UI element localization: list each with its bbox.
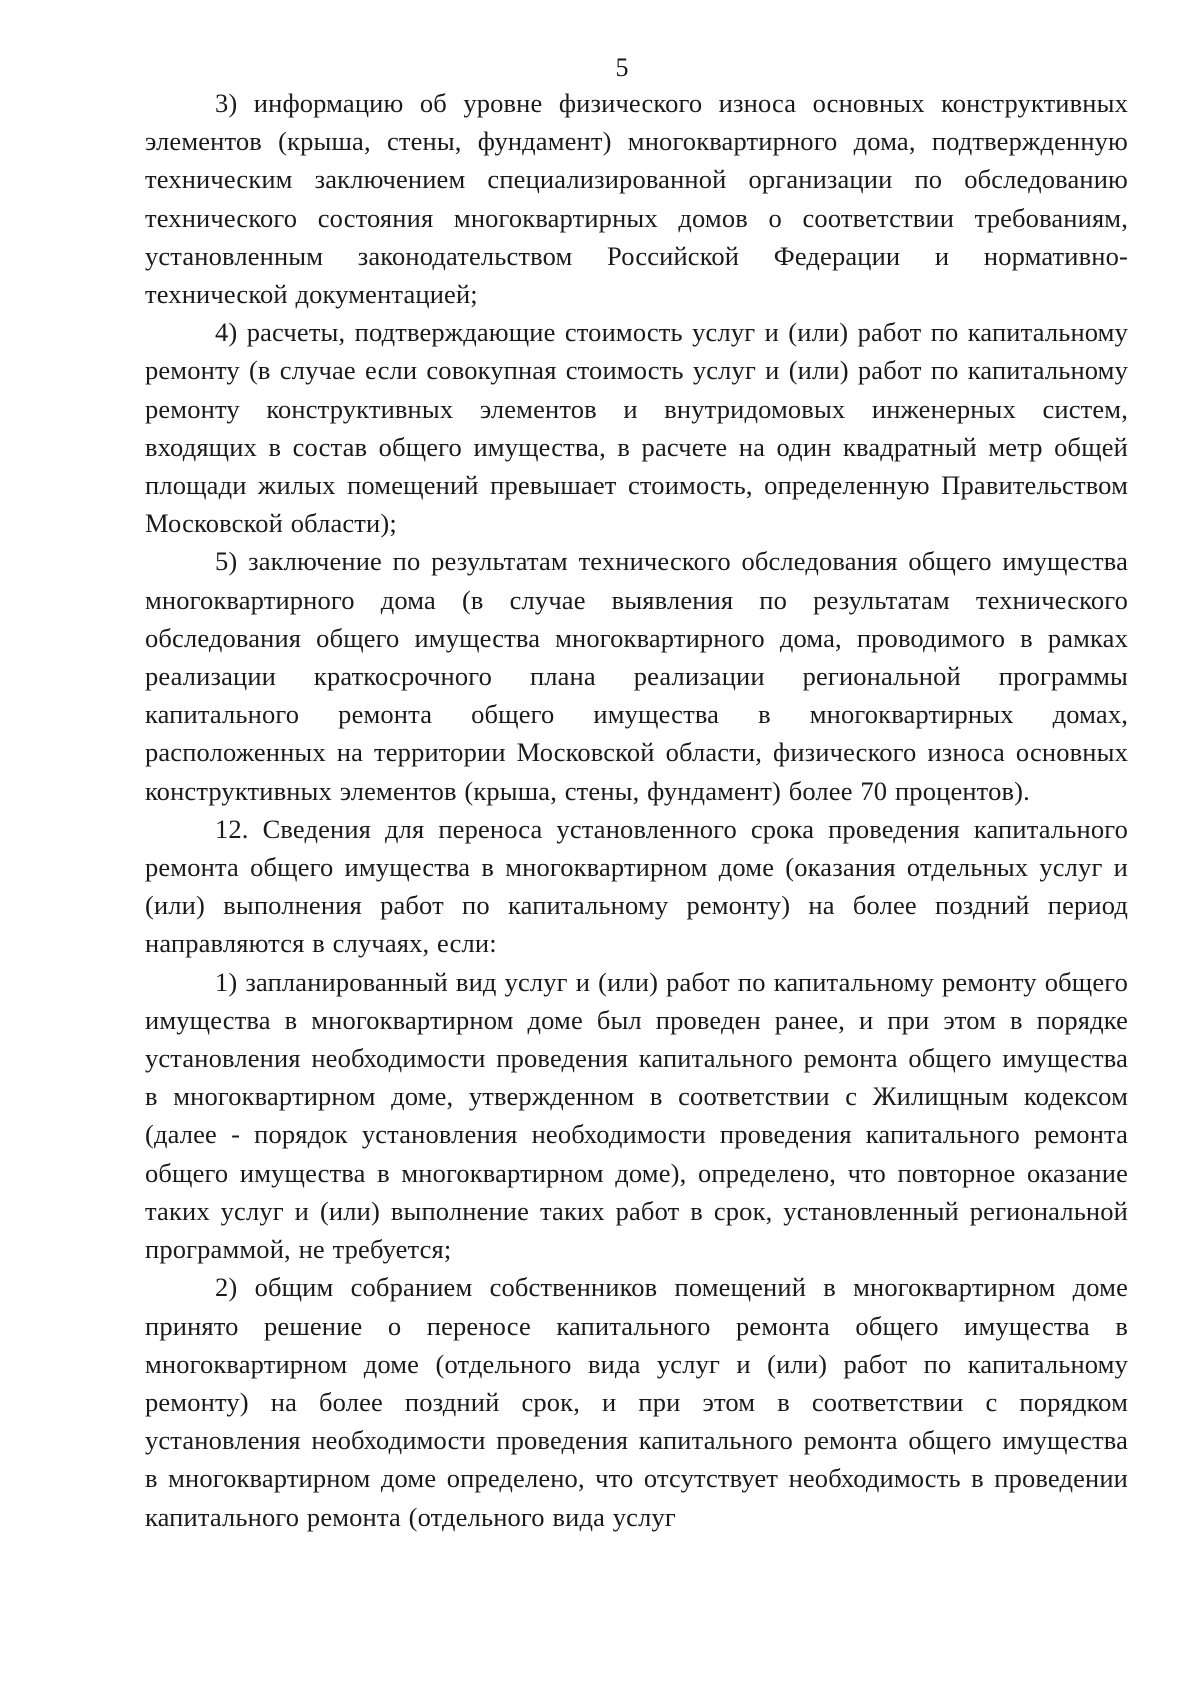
paragraph-section-12-postponement: 12. Сведения для переноса установленного срока проведения капитального ремонта общего имущества в многоквартирном доме (оказания отдельных услуг и (или) выполнения работ по капитальному ремонту) на более поздний период направляются в случаях, если: bbox=[145, 813, 1128, 959]
paragraph-item-5-inspection-conclusion: 5) заключение по результатам технического обследования общего имущества многоквартирного дома (в случае выявления по результатам технического обследования общего имущества многоквартирного дома, проводимого в рамках реализации краткосрочного плана реализации региональной программы капитального ремонта общего имущества в многоквартирных домах, расположенных на территории Московской области, физического износа основных конструктивных элементов (крыша, стены, фундамент) более 70 процентов). bbox=[145, 546, 1128, 806]
paragraph-item-4-cost-calculations: 4) расчеты, подтверждающие стоимость услуг и (или) работ по капитальному ремонту (в случае если совокупная стоимость услуг и (или) работ по капитальному ремонту конструктивных элементов и внутридомовых инженерных систем, входящих в состав общего имущества, в расчете на один квадратный метр общей площади жилых помещений превышает стоимость, определенную Правительством Московской области); bbox=[145, 317, 1128, 539]
paragraph-item-1-already-performed: 1) запланированный вид услуг и (или) работ по капитальному ремонту общего имущества в многоквартирном доме был проведен ранее, и при этом в порядке установления необходимости проведения капитального ремонта общего имущества в многоквартирном доме, утвержденном в соответствии с Жилищным кодексом (далее - порядок установления необходимости проведения капитального ремонта общего имущества в многоквартирном доме), определено, что повторное оказание таких услуг и (или) выполнение таких работ в срок, установленный региональной программой, не требуется; bbox=[145, 966, 1128, 1265]
paragraph-item-3-physical-wear: 3) информацию об уровне физического износа основных конструктивных элементов (крыша, стены, фундамент) многоквартирного дома, подтвержденную техническим заключением специализированной организации по обследованию технического состояния многоквартирных домов о соответствии требованиям, установленным законодательством Российской Федерации и нормативно-технической документацией; bbox=[145, 88, 1128, 310]
page-number: 5 bbox=[615, 53, 629, 82]
paragraph-item-2-owners-decision: 2) общим собранием собственников помещений в многоквартирном доме принято решение о переносе капитального ремонта общего имущества в многоквартирном доме (отдельного вида услуг и (или) работ по капитальному ремонту) на более поздний срок, и при этом в соответствии с порядком установления необходимости проведения капитального ремонта общего имущества в многоквартирном доме определено, что отсутствует необходимость в проведении капитального ремонта (отдельного вида услуг bbox=[145, 1272, 1128, 1532]
document-body bbox=[145, 84, 1128, 1536]
